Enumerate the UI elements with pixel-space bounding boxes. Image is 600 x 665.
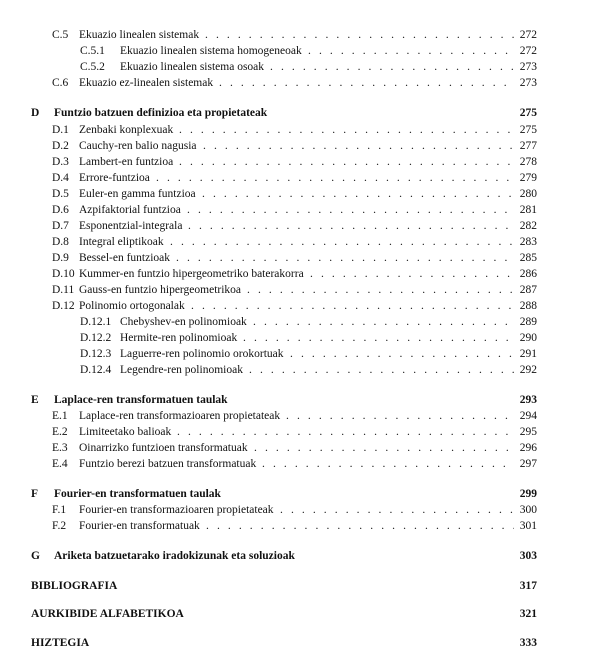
toc-entry-d2[interactable] (0, 139, 600, 154)
index-title: AURKIBIDE ALFABETIKOA (31, 608, 184, 620)
entry-page: 286 (519, 268, 537, 280)
entry-page: 272 (519, 29, 537, 41)
entry-number: E.1 (52, 410, 68, 422)
chapter-letter: D (31, 107, 40, 119)
toc-entry-d3[interactable] (0, 155, 600, 170)
dot-leader (205, 28, 514, 43)
toc-entry-d6[interactable] (0, 203, 600, 218)
entry-number: D.12 (52, 300, 75, 312)
entry-title: Errore-funtzioa (79, 172, 150, 184)
entry-page: 301 (519, 520, 537, 532)
entry-title: Funtzio berezi batzuen transformatuak (79, 458, 257, 470)
entry-page: 283 (519, 236, 537, 248)
entry-title: Kummer-en funtzio hipergeometriko baterakorra (79, 268, 304, 280)
toc-index[interactable] (0, 607, 600, 622)
toc-entry-e2[interactable] (0, 425, 600, 440)
chapter-title: Ariketa batzuetarako iradokizunak eta soluzioak (54, 550, 295, 562)
dot-leader (179, 123, 514, 138)
toc-entry-d122[interactable] (0, 331, 600, 346)
entry-page: 275 (519, 124, 537, 136)
dot-leader (253, 315, 514, 330)
bibliography-title: BIBLIOGRAFIA (31, 580, 118, 592)
entry-title: Cauchy-ren balio nagusia (79, 140, 197, 152)
entry-number: D.3 (52, 156, 69, 168)
entry-title: Euler-en gamma funtzioa (79, 188, 196, 200)
dot-leader (280, 503, 514, 518)
entry-title: Oinarrizko funtzioen transformatuak (79, 442, 248, 454)
dot-leader (176, 251, 514, 266)
entry-number: D.1 (52, 124, 69, 136)
dot-leader (202, 187, 514, 202)
entry-title: Legendre-ren polinomioak (120, 364, 243, 376)
entry-page: 292 (519, 364, 537, 376)
dot-leader (179, 155, 514, 170)
dot-leader (243, 331, 514, 346)
dot-leader (177, 425, 514, 440)
entry-number: D.12.4 (80, 364, 112, 376)
entry-number: D.5 (52, 188, 69, 200)
entry-number: D.10 (52, 268, 75, 280)
dot-leader (156, 171, 514, 186)
toc-entry-d1[interactable] (0, 123, 600, 138)
entry-page: 285 (519, 252, 537, 264)
entry-number: D.2 (52, 140, 69, 152)
dot-leader (187, 203, 514, 218)
chapter-title: Laplace-ren transformatuen taulak (54, 394, 228, 406)
toc-entry-e3[interactable] (0, 441, 600, 456)
entry-page: 282 (519, 220, 537, 232)
entry-number: D.11 (52, 284, 75, 296)
entry-page: 288 (519, 300, 537, 312)
dot-leader (290, 347, 514, 362)
entry-page: 290 (519, 332, 537, 344)
entry-page: 289 (519, 316, 537, 328)
toc-entry-d121[interactable] (0, 315, 600, 330)
entry-number: C.5 (52, 29, 69, 41)
dot-leader (247, 283, 514, 298)
entry-page: 273 (519, 61, 537, 73)
entry-number: D.12.1 (80, 316, 112, 328)
entry-title: Chebyshev-en polinomioak (120, 316, 247, 328)
toc-entry-f1[interactable] (0, 503, 600, 518)
entry-number: E.3 (52, 442, 68, 454)
toc-entry-d8[interactable] (0, 235, 600, 250)
toc-chapter-e[interactable] (0, 393, 600, 408)
bibliography-page: 317 (519, 580, 537, 592)
toc-chapter-d[interactable] (0, 106, 600, 121)
dot-leader (310, 267, 514, 282)
entry-page: 272 (519, 45, 537, 57)
toc-entry-d7[interactable] (0, 219, 600, 234)
toc-glossary[interactable] (0, 636, 600, 651)
toc-entry-e4[interactable] (0, 457, 600, 472)
toc-chapter-g[interactable] (0, 549, 600, 564)
entry-page: 279 (519, 172, 537, 184)
toc-entry-e1[interactable] (0, 409, 600, 424)
entry-page: 297 (519, 458, 537, 470)
dot-leader (170, 235, 514, 250)
entry-number: C.5.1 (80, 45, 105, 57)
entry-page: 278 (519, 156, 537, 168)
dot-leader (254, 441, 514, 456)
entry-number: D.12.2 (80, 332, 112, 344)
toc-chapter-f[interactable] (0, 487, 600, 502)
entry-page: 287 (519, 284, 537, 296)
toc-entry-c6[interactable] (0, 76, 600, 91)
toc-entry-d10[interactable] (0, 267, 600, 282)
entry-title: Bessel-en funtzioak (79, 252, 171, 264)
toc-entry-d4[interactable] (0, 171, 600, 186)
entry-title: Ekuazio linealen sistema osoak (120, 61, 265, 73)
dot-leader (206, 519, 514, 534)
index-page: 321 (519, 608, 537, 620)
chapter-page: 293 (519, 394, 537, 406)
entry-number: F.2 (52, 520, 67, 532)
entry-title: Ekuazio linealen sistemak (79, 29, 200, 41)
entry-page: 280 (519, 188, 537, 200)
chapter-page: 299 (519, 488, 537, 500)
entry-title: Laguerre-ren polinomio orokortuak (120, 348, 284, 360)
entry-number: E.4 (52, 458, 68, 470)
entry-page: 281 (519, 204, 537, 216)
dot-leader (191, 299, 514, 314)
entry-number: F.1 (52, 504, 67, 516)
entry-title: Lambert-en funtzioa (79, 156, 174, 168)
toc-bibliography[interactable] (0, 579, 600, 594)
toc-entry-c52[interactable] (0, 60, 600, 75)
entry-number: D.8 (52, 236, 69, 248)
entry-page: 296 (519, 442, 537, 454)
entry-title: Integral eliptikoak (79, 236, 164, 248)
toc-entry-d11[interactable] (0, 283, 600, 298)
dot-leader (262, 457, 514, 472)
entry-title: Polinomio ortogonalak (79, 300, 185, 312)
toc-entry-f2[interactable] (0, 519, 600, 534)
entry-page: 273 (519, 77, 537, 89)
glossary-title: HIZTEGIA (31, 637, 90, 649)
dot-leader (270, 60, 514, 75)
entry-page: 295 (519, 426, 537, 438)
dot-leader (249, 363, 514, 378)
entry-page: 291 (519, 348, 537, 360)
entry-title: Fourier-en transformazioaren propietateak (79, 504, 274, 516)
dot-leader (308, 44, 514, 59)
entry-number: C.6 (52, 77, 69, 89)
toc-entry-d5[interactable] (0, 187, 600, 202)
entry-title: Fourier-en transformatuak (79, 520, 200, 532)
entry-number: D.7 (52, 220, 69, 232)
dot-leader (286, 409, 514, 424)
entry-title: Ekuazio ez-linealen sistemak (79, 77, 214, 89)
chapter-letter: E (31, 394, 39, 406)
chapter-letter: G (31, 550, 40, 562)
entry-title: Ekuazio linealen sistema homogeneoak (120, 45, 302, 57)
toc-entry-c5[interactable] (0, 28, 600, 43)
chapter-title: Fourier-en transformatuen taulak (54, 488, 221, 500)
chapter-letter: F (31, 488, 39, 500)
entry-title: Hermite-ren polinomioak (120, 332, 238, 344)
chapter-page: 303 (519, 550, 537, 562)
dot-leader (188, 219, 514, 234)
toc-entry-d123[interactable] (0, 347, 600, 362)
entry-page: 294 (519, 410, 537, 422)
entry-number: D.4 (52, 172, 69, 184)
toc-entry-d12[interactable] (0, 299, 600, 314)
entry-number: C.5.2 (80, 61, 105, 73)
toc-entry-c51[interactable] (0, 44, 600, 59)
chapter-title: Funtzio batzuen definizioa eta propietateak (54, 107, 268, 119)
toc-entry-d9[interactable] (0, 251, 600, 266)
entry-number: D.6 (52, 204, 69, 216)
entry-title: Gauss-en funtzio hipergeometrikoa (79, 284, 242, 296)
entry-number: D.12.3 (80, 348, 112, 360)
entry-title: Esponentzial-integrala (79, 220, 183, 232)
entry-number: E.2 (52, 426, 68, 438)
entry-title: Laplace-ren transformazioaren propietateak (79, 410, 281, 422)
entry-page: 300 (519, 504, 537, 516)
entry-title: Limiteetako balioak (79, 426, 172, 438)
chapter-page: 275 (519, 107, 537, 119)
entry-page: 277 (519, 140, 537, 152)
dot-leader (219, 76, 514, 91)
entry-title: Azpifaktorial funtzioa (79, 204, 181, 216)
entry-title: Zenbaki konplexuak (79, 124, 174, 136)
dot-leader (203, 139, 514, 154)
glossary-page: 333 (519, 637, 537, 649)
toc-entry-d124[interactable] (0, 363, 600, 378)
entry-number: D.9 (52, 252, 69, 264)
